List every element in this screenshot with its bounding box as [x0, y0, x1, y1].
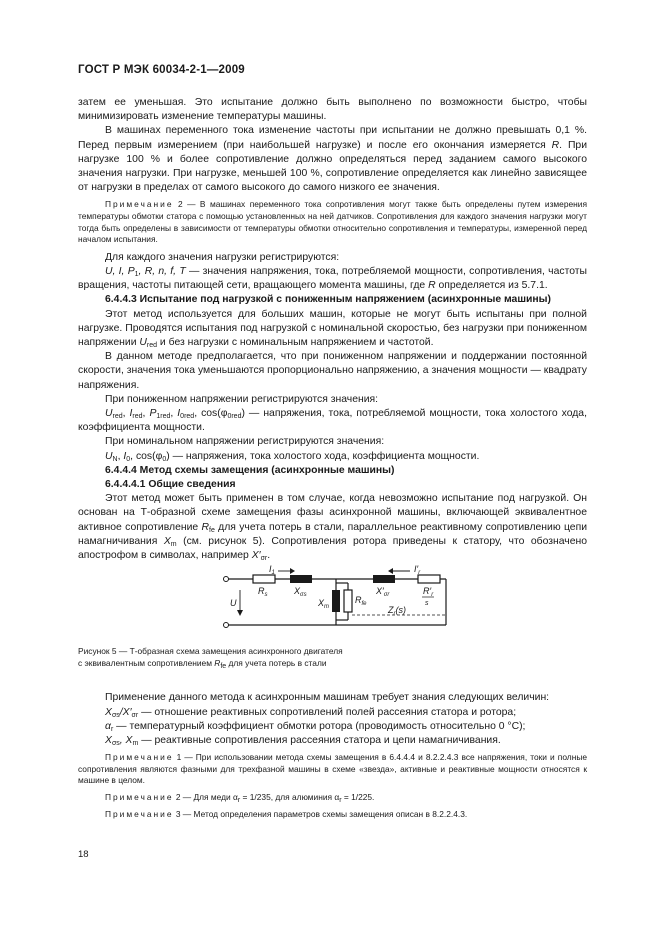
paragraph: $U_{red}$, $I_{red}$, $P_{1red}$, $I_{0red}$, $\cos(\varphi_{0red})$ — напряжения, тока, потребляемой мощности, тока холостого хода, коэффициента мощности.	[78, 408, 587, 434]
label-xm: $X_m$	[318, 598, 330, 611]
paragraph: $X_{\sigma s}$, $X_m$ — реактивные сопротивления рассеяния статора и цепи намагничивания.	[105, 735, 501, 748]
document-header: ГОСТ Р МЭК 60034-2-1—2009	[78, 64, 245, 76]
page-number: 18	[78, 849, 89, 860]
label-s: s	[425, 600, 429, 608]
label-rr: $R'_r$	[423, 586, 434, 599]
current-arrow-ir	[388, 568, 393, 574]
label-i1: $I_1$	[269, 564, 275, 577]
paragraph: При пониженном напряжении регистрируются значения:	[105, 393, 379, 405]
label-xs: $X_{\sigma s}$	[294, 586, 307, 599]
paragraph: Применение данного метода к асинхронным машинам требует знания следующих величин:	[105, 692, 550, 704]
reactance-xr	[373, 575, 395, 583]
paragraph: $\alpha_r$ — температурный коэффициент обмотки ротора (проводимость относительно 0 °C);	[105, 720, 526, 733]
paragraph: $U_N$, $I_0$, $\cos(\varphi_0)$ — напряжения, тока холостого хода, коэффициента мощности.	[105, 450, 480, 463]
paragraph: U, I, $P_1$, R, n, f, T — значения напряжения, тока, потребляемой мощности, сопротивления, частоты вращения, частоты питающей сети, вращающего момента машины, где R определяется из 5.7.1.	[78, 266, 587, 292]
paragraph: Для каждого значения нагрузки регистрируются:	[105, 251, 340, 263]
paragraph: Этот метод используется для больших машин, которые не могут быть испытаны при полной нагрузке. Проводятся испытания под нагрузкой с номинальной скоростью, без нагрузки при пониженном напряжении $U_{red}$ и без нагрузки с номинальным напряжением и частотой.	[78, 308, 587, 350]
note: Примечание 3 — Метод определения параметров схемы замещения описан в 8.2.2.4.3.	[105, 808, 468, 819]
t-equivalent-circuit-diagram	[218, 564, 458, 646]
document-body	[78, 96, 587, 825]
figure-caption: Рисунок 5 — Т-образная схема замещения асинхронного двигателя	[78, 646, 343, 657]
label-rfe: $R_{fe}$	[355, 595, 367, 608]
paragraph: Этот метод может быть применен в том случае, когда невозможно испытание под нагрузкой. Он основан на Т-образной схеме замещения фазы асинхронной машины, включающей эквивалентное активное сопротивление $R_{fe}$ для учета потерь в стали, параллельное реактивному сопротивлению цепи намагничивания $X_m$ (см. рисунок 5). Сопротивления ротора приведены к статору, что обозначено апострофом в символах, например $X'_{\sigma r}$.	[78, 493, 588, 563]
label-ir: $I'_r$	[414, 564, 421, 577]
paragraph: затем ее уменьшая. Это испытание должно быть выполнено по возможности быстро, чтобы минимизировать изменение температуры машины.	[78, 97, 587, 123]
resistor-rr	[418, 575, 440, 583]
resistor-rfe	[344, 590, 352, 612]
label-u: U	[230, 598, 237, 609]
note: Примечание 2 — В машинах переменного тока сопротивления могут также быть определены путем измерения температуры обмотки статора с помощью установленных на ней датчиков. Сопротивления для каждого значения нагрузки могут тогда быть определены в зависимости от температуры обмотки относительно сопротивления и температуры, измеренной перед началом испытания.	[78, 199, 587, 245]
paragraph: В данном методе предполагается, что при пониженном напряжении и поддержании постоянной скорости, значения тока уменьшаются пропорционально напряжению, а значения мощности — квадрату напряжения.	[78, 351, 587, 391]
section-heading: 6.4.4.4 Метод схемы замещения (асинхронные машины)	[105, 464, 395, 476]
reactance-xs	[290, 575, 312, 583]
paragraph: В машинах переменного тока изменение частоты при испытании не должно превышать 0,1 %. Перед первым измерением (при наибольшей нагрузке) и после его окончания измеряется R. При нагрузке 100 % и более сопротивление должно определяться перед заданием самого высокого значения нагрузки. При нагрузке, меньшей 100 %, сопротивление определяется как линейно зависящее от нагрузки в пределах от самого высокого до самого низкого ее значения.	[78, 125, 587, 194]
reactance-xm	[332, 590, 340, 612]
resistor-rs	[253, 575, 275, 583]
figure-caption: с эквивалентным сопротивлением $R_{fe}$ для учета потерь в стали	[78, 657, 327, 670]
paragraph: При номинальном напряжении регистрируются значения:	[105, 436, 385, 448]
subsection-heading: 6.4.4.4.1 Общие сведения	[105, 479, 236, 491]
note: Примечание 1 — При использовании метода схемы замещения в 6.4.4.4 и 8.2.2.4.3 все напряжения, токи и полные сопротивления являются фазными для трехфазной машины в схеме «звезда», активные и реактивные мощности относятся к машине в целом.	[78, 752, 587, 786]
label-xr: $X'_{\sigma r}$	[376, 586, 390, 599]
paragraph: $X_{\sigma s}/X'_{\sigma r}$ — отношение реактивных сопротивлений полей рассеяния статора и ротора;	[105, 706, 517, 719]
figure-5	[78, 564, 587, 670]
label-z: $Z_r(s)$	[388, 605, 406, 618]
current-arrow-i1	[290, 568, 295, 574]
terminal-top	[224, 577, 229, 582]
voltage-arrow	[237, 610, 243, 616]
terminal-bottom	[224, 623, 229, 628]
note: Примечание 2 — Для меди $\alpha_r = 1/235$, для алюминия $\alpha_r = 1/225$.	[105, 792, 375, 805]
section-heading: 6.4.4.3 Испытание под нагрузкой с пониженным напряжением (асинхронные машины)	[105, 294, 551, 306]
label-rs: $R_s$	[258, 586, 268, 599]
